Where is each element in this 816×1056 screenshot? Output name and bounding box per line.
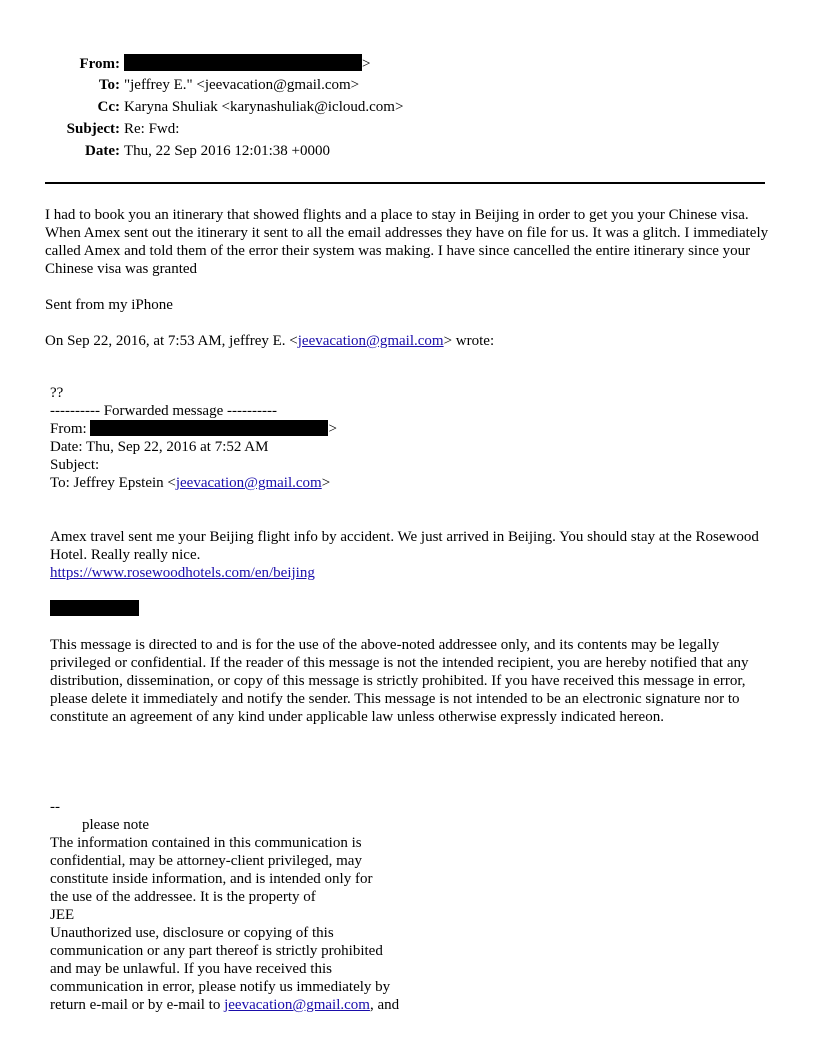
quote-intro: On Sep 22, 2016, at 7:53 AM, jeffrey E. <jeevacation@gmail.com> wrote: xyxy=(45,333,495,349)
signature-line: and may be unlawful. If you have received this xyxy=(50,961,332,977)
cc-label: Cc: xyxy=(97,99,120,115)
quote-intro-email-link[interactable]: jeevacation@gmail.com xyxy=(297,333,444,349)
header-to-row xyxy=(30,76,403,98)
redaction-box xyxy=(124,54,362,71)
from-label: From: xyxy=(79,56,120,72)
signature xyxy=(50,798,450,1014)
header-subject-row xyxy=(30,120,403,142)
signature-line: JEE xyxy=(50,907,75,923)
signature-line: return e-mail or by e-mail to jeevacation@gmail.com, and xyxy=(50,997,400,1013)
from-value: > xyxy=(124,54,370,73)
header-cc-row xyxy=(30,98,403,120)
forward-to-line: To: Jeffrey Epstein <jeevacation@gmail.com> xyxy=(50,475,331,491)
signature-line: confidential, may be attorney-client privileged, may xyxy=(50,853,362,869)
question-marks: ?? xyxy=(50,385,64,401)
forward-date-line: Date: Thu, Sep 22, 2016 at 7:52 AM xyxy=(50,439,269,455)
to-label: To: xyxy=(98,77,120,93)
forward-separator: ---------- Forwarded message ---------- xyxy=(50,403,277,419)
disclaimer xyxy=(50,636,766,726)
signature-email-link[interactable]: jeevacation@gmail.com xyxy=(224,997,370,1013)
forward-subject-line: Subject: xyxy=(50,457,100,473)
disclaimer-text: This message is directed to and is for the use of the above-noted addressee only, and its contents may be legally privileged or confidential. If the reader of this message is not the intended recipient, you are hereby notified that any distribution, dissemination, or copy of this message is strictly prohibited. If you have received this message in error, please delete it immediately and notify the sender. This message is not intended to be an electronic signature nor to constitute an agreement of any kind under applicable law unless otherwise expressly indicated hereon. xyxy=(50,637,749,725)
forwarded-message xyxy=(50,528,762,582)
signature-line: communication or any part thereof is strictly prohibited xyxy=(50,943,383,959)
redaction-box xyxy=(90,420,328,436)
subject-value: Re: Fwd: xyxy=(124,121,180,137)
forwarded-header xyxy=(50,384,337,492)
signature-dashes: -- xyxy=(50,799,60,815)
signature-line: the use of the addressee. It is the property of xyxy=(50,889,316,905)
email-header xyxy=(30,54,403,164)
date-label: Date: xyxy=(85,143,120,159)
signature-line: The information contained in this communication is xyxy=(50,835,362,851)
rosewood-link[interactable]: https://www.rosewoodhotels.com/en/beijing xyxy=(50,565,315,581)
to-value: "jeffrey E." <jeevacation@gmail.com> xyxy=(124,77,360,93)
reply-body xyxy=(45,206,771,278)
sent-from-line: Sent from my iPhone xyxy=(45,297,173,313)
signature-line: Unauthorized use, disclosure or copying of this xyxy=(50,925,334,941)
signature-line: communication in error, please notify us immediately by xyxy=(50,979,391,995)
date-value: Thu, 22 Sep 2016 12:01:38 +0000 xyxy=(124,143,330,159)
forward-from-line: From: > xyxy=(50,421,337,437)
please-note: please note xyxy=(82,817,150,833)
forward-message-text: Amex travel sent me your Beijing flight info by accident. We just arrived in Beijing. You should stay at the Rosewood Hotel. Really really nice. xyxy=(50,529,759,563)
reply-paragraph: I had to book you an itinerary that showed flights and a place to stay in Beijing in order to get you your Chinese visa. When Amex sent out the itinerary it sent to all the email addresses they have on file for us. It was a glitch. I immediately called Amex and told them of the error their system was making. I have since cancelled the entire itinerary since your Chinese visa was granted xyxy=(45,207,769,277)
header-from-row xyxy=(30,54,403,76)
subject-label: Subject: xyxy=(66,121,120,137)
redaction-box xyxy=(50,600,139,616)
signature-line: constitute inside information, and is intended only for xyxy=(50,871,373,887)
cc-value: Karyna Shuliak <karynashuliak@icloud.com> xyxy=(124,99,404,115)
header-divider xyxy=(45,182,765,184)
forward-to-email-link[interactable]: jeevacation@gmail.com xyxy=(175,475,322,491)
header-date-row xyxy=(30,142,403,164)
